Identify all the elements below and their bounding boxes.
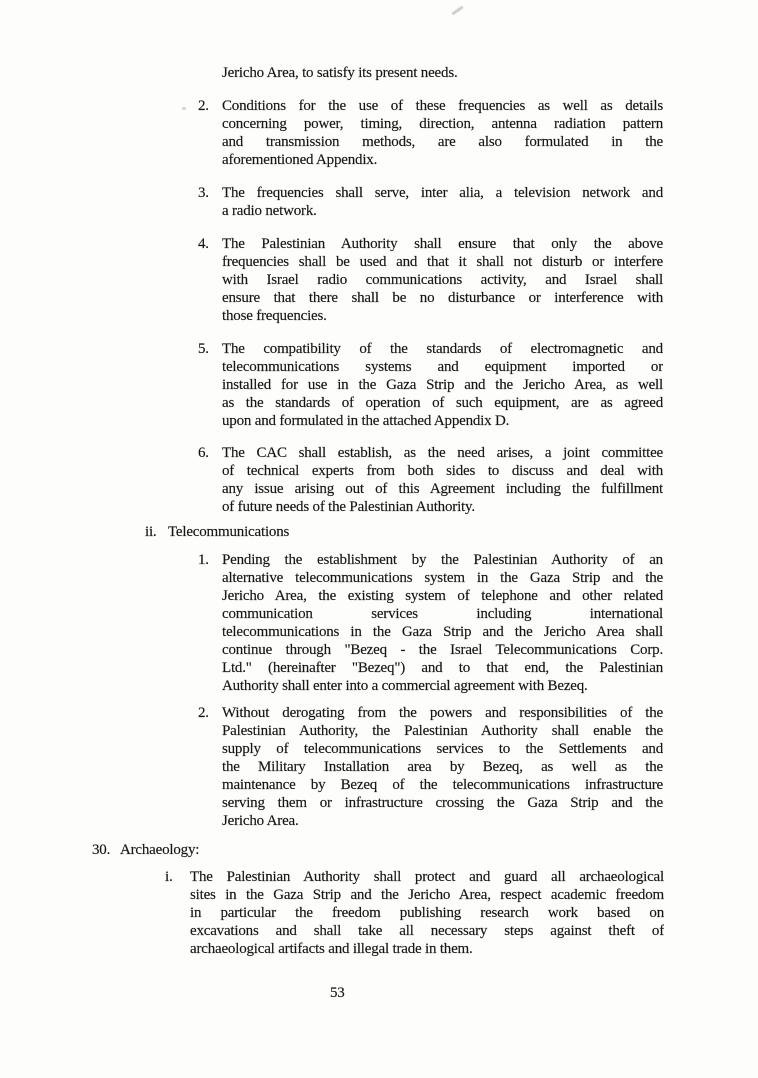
text-line: of future needs of the Palestinian Authority.	[222, 499, 475, 515]
text-line: a radio network.	[222, 203, 317, 219]
text-line: installed for use in the Gaza Strip and the Jericho Area, as well	[222, 377, 663, 393]
list-item-marker: 3.	[198, 185, 209, 201]
list-item-text	[222, 184, 663, 220]
text-line: concerning power, timing, direction, antenna radiation pattern	[222, 116, 663, 132]
list-item-text	[222, 235, 663, 325]
list-item-marker: 4.	[198, 236, 209, 252]
list-item-text	[190, 868, 664, 958]
list-item-text	[222, 444, 663, 516]
paragraph-continuation: Jericho Area, to satisfy its present needs.	[222, 65, 458, 81]
list-item	[198, 97, 663, 169]
scan-smudge	[451, 6, 463, 16]
section-title: Archaeology:	[120, 842, 200, 858]
text-line: The CAC shall establish, as the need arises, a joint committee	[222, 445, 663, 461]
telecommunications-numbered-list	[0, 551, 758, 830]
text-line: aforementioned Appendix.	[222, 152, 378, 168]
text-line: serving them or infrastructure crossing the Gaza Strip and the	[222, 795, 663, 811]
list-item-marker: 5.	[198, 341, 209, 357]
text-line: frequencies shall be used and that it shall not disturb or interfere	[222, 254, 663, 270]
text-line: Pending the establishment by the Palestinian Authority of an	[222, 552, 663, 568]
text-line: archaeological artifacts and illegal trade in them.	[190, 941, 473, 957]
text-line: and transmission methods, are also formulated in the	[222, 134, 663, 150]
list-item	[198, 704, 663, 830]
text-line: Palestinian Authority, the Palestinian Authority shall enable the	[222, 723, 663, 739]
text-line: upon and formulated in the attached Appendix D.	[222, 413, 510, 429]
text-line: continue through "Bezeq - the Israel Telecommunications Corp.	[222, 642, 663, 658]
text-line: Conditions for the use of these frequencies as well as details	[222, 98, 663, 114]
text-line: The Palestinian Authority shall ensure that only the above	[222, 236, 663, 252]
frequencies-numbered-list	[0, 97, 758, 516]
subsection-heading-telecommunications	[145, 523, 758, 541]
text-line: telecommunications systems and equipment imported or	[222, 359, 663, 375]
section-marker: 30.	[92, 842, 111, 858]
text-line: any issue arising out of this Agreement including the fulfillment	[222, 481, 663, 497]
list-item-marker: i.	[165, 869, 173, 885]
text-line: Ltd." (hereinafter "Bezeq") and to that end, the Palestinian	[222, 660, 663, 676]
text-line: Without derogating from the powers and responsibilities of the	[222, 705, 663, 721]
text-line: as the standards of operation of such equipment, are as agreed	[222, 395, 663, 411]
list-item-text	[222, 340, 663, 430]
text-line: Authority shall enter into a commercial agreement with Bezeq.	[222, 678, 588, 694]
list-item	[198, 340, 663, 430]
text-line: the Military Installation area by Bezeq, as well as the	[222, 759, 663, 775]
text-line: maintenance by Bezeq of the telecommunications infrastructure	[222, 777, 663, 793]
text-line: in particular the freedom publishing research work based on	[190, 905, 664, 921]
list-item-text	[222, 551, 663, 695]
archaeology-item-list	[0, 868, 758, 958]
text-line: alternative telecommunications system in the Gaza Strip and the	[222, 570, 663, 586]
text-line: of technical experts from both sides to discuss and deal with	[222, 463, 663, 479]
list-item-text	[222, 704, 663, 830]
text-line: The frequencies shall serve, inter alia, a television network and	[222, 185, 663, 201]
list-item-marker: 2.	[198, 705, 209, 721]
list-item-marker: 1.	[198, 552, 209, 568]
text-line: The Palestinian Authority shall protect and guard all archaeological	[190, 869, 664, 885]
list-item	[198, 235, 663, 325]
text-line: supply of telecommunications services to the Settlements and	[222, 741, 663, 757]
page-number: 53	[330, 985, 345, 1001]
list-item-marker: 2.	[198, 98, 209, 114]
list-item	[198, 444, 663, 516]
section-heading-archaeology	[92, 841, 758, 859]
text-line: ensure that there shall be no disturbance or interference with	[222, 290, 663, 306]
text-line: Jericho Area, the existing system of telephone and other related	[222, 588, 663, 604]
text-line: excavations and shall take all necessary steps against theft of	[190, 923, 664, 939]
text-line: communication services including international	[222, 606, 663, 622]
text-line: The compatibility of the standards of electromagnetic and	[222, 341, 663, 357]
subsection-title: Telecommunications	[168, 524, 290, 540]
text-line: with Israel radio communications activity, and Israel shall	[222, 272, 663, 288]
list-item-text	[222, 97, 663, 169]
text-line: those frequencies.	[222, 308, 327, 324]
list-item	[165, 868, 664, 958]
list-item	[198, 551, 663, 695]
list-item	[198, 184, 663, 220]
text-line: Jericho Area.	[222, 813, 299, 829]
text-line: sites in the Gaza Strip and the Jericho Area, respect academic freedom	[190, 887, 664, 903]
list-item-marker: 6.	[198, 445, 209, 461]
subsection-marker: ii.	[145, 524, 157, 540]
scan-speck	[182, 107, 186, 110]
text-line: telecommunications in the Gaza Strip and the Jericho Area shall	[222, 624, 663, 640]
